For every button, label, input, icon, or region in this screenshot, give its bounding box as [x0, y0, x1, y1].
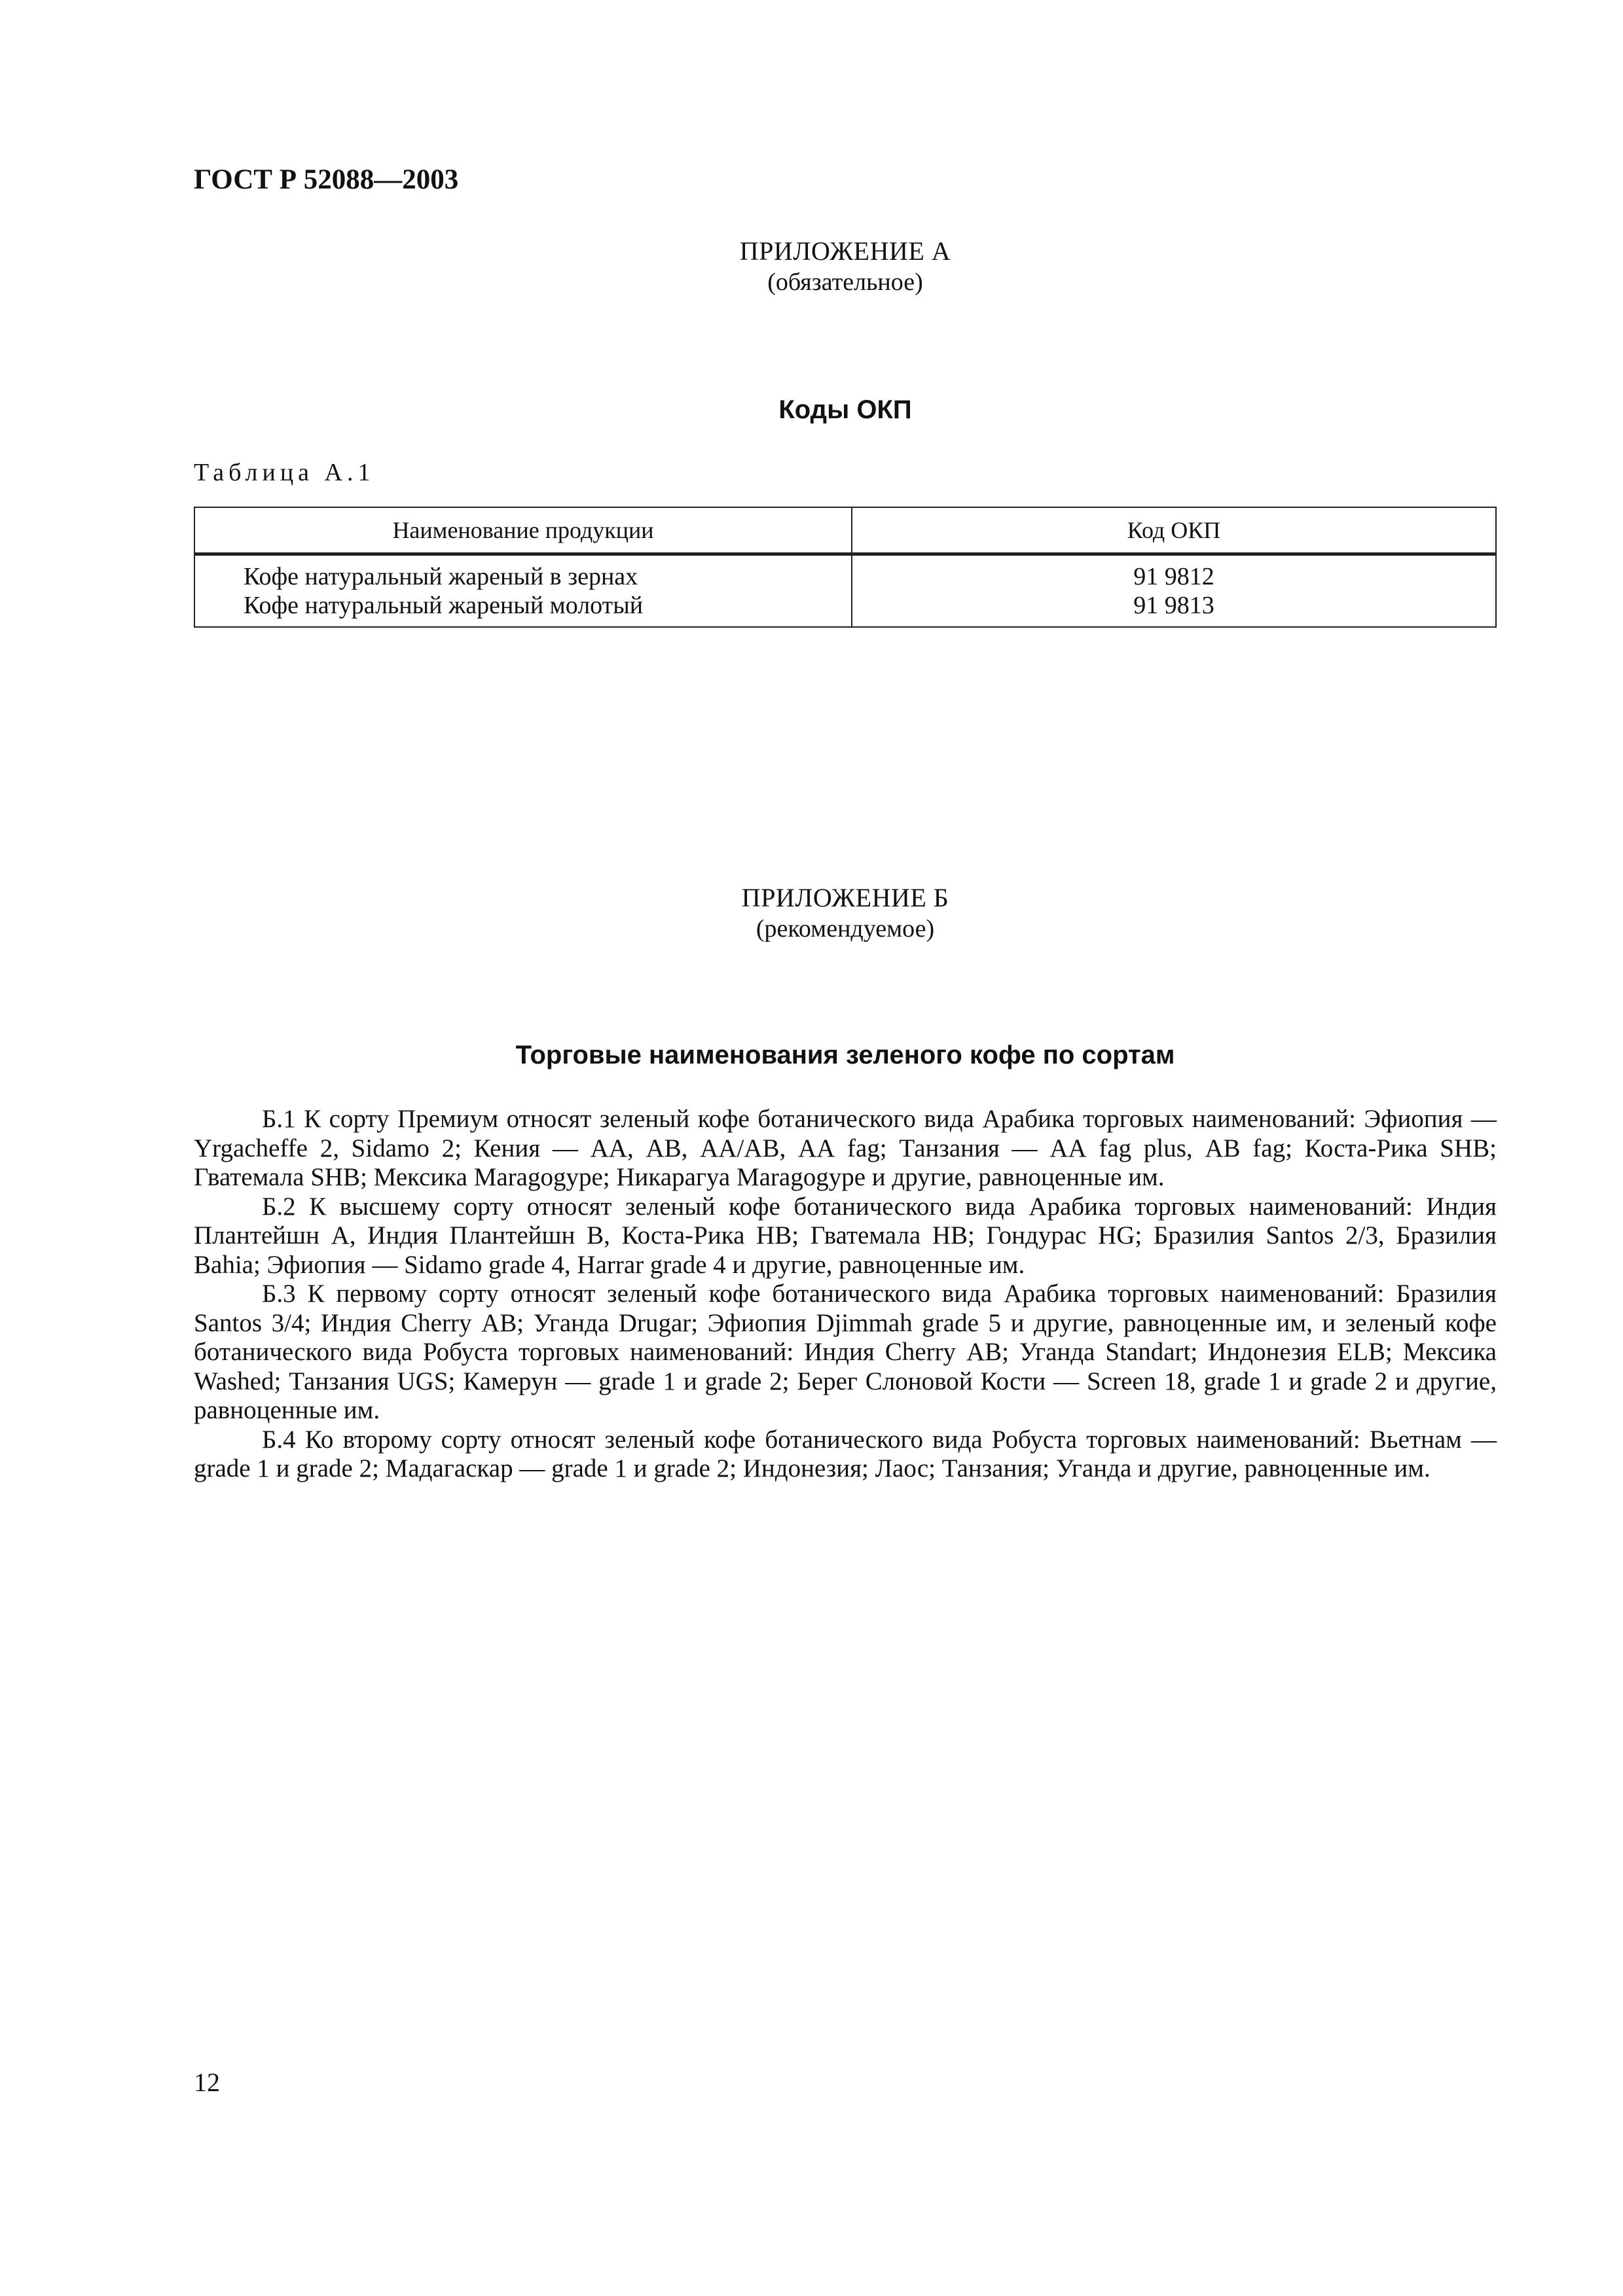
product-name: Кофе натуральный жареный молотый: [244, 592, 644, 619]
appendix-b-status: (рекомендуемое): [756, 915, 935, 942]
okp-code-cell: [852, 554, 1496, 628]
product-name-cell: [194, 554, 852, 628]
table-header-row: [194, 507, 1496, 554]
table-caption: Таблица А.1: [194, 459, 375, 486]
paragraph-b3: Б.3 К первому сорту относят зеленый кофе ботанического вида Арабика торговых наименований: Бразилия Santos 3/4; Индия Cherry АВ; Уганда Drugar; Эфиопия Djimmah grade 5 и другие, равноценные им, и зеленый кофе ботанического вида Робуста торговых наименований: Индия Cherry АВ; Уганда Standart; Индонезия ELB; Мексика Washed; Танзания UGS; Камерун — grade 1 и grade 2; Берег Слоновой Кости — Screen 18, grade 1 и grade 2 и другие, равноценные им.: [194, 1280, 1497, 1424]
paragraph-b2: Б.2 К высшему сорту относят зеленый кофе ботанического вида Арабика торговых наименований: Индия Плантейшн А, Индия Плантейшн В, Коста-Рика НВ; Гватемала НВ; Гондурас HG; Бразилия Santos 2/3, Бразилия Bahia; Эфиопия — Sidamo grade 4, Harrar grade 4 и другие, равноценные им.: [194, 1192, 1497, 1279]
page-number: 12: [194, 2068, 220, 2097]
table-row: [194, 554, 1496, 628]
document-code: ГОСТ Р 52088—2003: [194, 164, 459, 195]
paragraph-b4: Б.4 Ко второму сорту относят зеленый кофе ботанического вида Робуста торговых наименований: Вьетнам — grade 1 и grade 2; Мадагаскар — grade 1 и grade 2; Индонезия; Лаос; Танзания; Уганда и другие, равноценные им.: [194, 1425, 1497, 1482]
appendix-b-body: [194, 1105, 1497, 1484]
appendix-b-title: Торговые наименования зеленого кофе по сортам: [515, 1041, 1175, 1069]
okp-code: 91 9813: [1133, 592, 1214, 619]
okp-codes-table: [194, 507, 1497, 628]
okp-code: 91 9812: [1133, 563, 1214, 590]
column-header-okp-code: Код ОКП: [852, 507, 1496, 554]
appendix-a-label: ПРИЛОЖЕНИЕ А: [739, 236, 951, 266]
appendix-b-label: ПРИЛОЖЕНИЕ Б: [741, 883, 949, 912]
column-header-product-name: Наименование продукции: [194, 507, 852, 554]
appendix-a-title: Коды ОКП: [778, 395, 912, 424]
appendix-a-status: (обязательное): [767, 268, 923, 296]
paragraph-b1: Б.1 К сорту Премиум относят зеленый кофе ботанического вида Арабика торговых наименований: Эфиопия — Yrgacheffe 2, Sidamo 2; Кения — АА, АВ, АА/АВ, АА fag; Танзания — АА fag plus, АВ fag; Коста-Рика SHB; Гватемала SHB; Мексика Maragogype; Никарагуа Maragogype и другие, равноценные им.: [194, 1105, 1497, 1191]
product-name: Кофе натуральный жареный в зернах: [244, 563, 638, 590]
